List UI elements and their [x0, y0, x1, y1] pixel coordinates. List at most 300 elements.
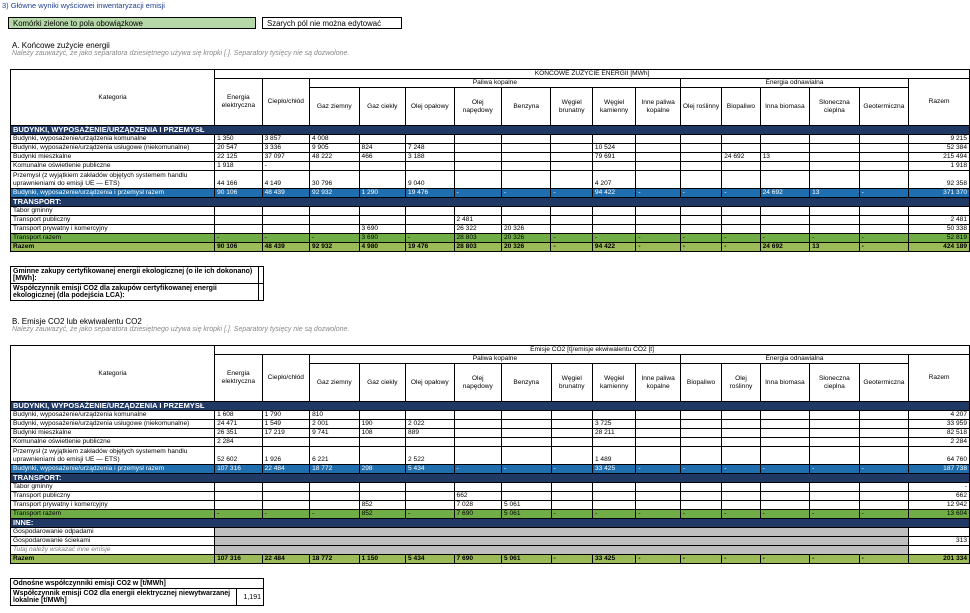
- table-cell[interactable]: [909, 528, 970, 537]
- table-cell[interactable]: [502, 447, 552, 465]
- table-cell[interactable]: [454, 429, 501, 438]
- table-cell[interactable]: [680, 207, 721, 216]
- table-cell[interactable]: [722, 162, 760, 171]
- table-cell[interactable]: 37 097: [262, 153, 309, 162]
- table-cell[interactable]: 889: [406, 429, 455, 438]
- table-cell[interactable]: 4 149: [262, 171, 309, 189]
- table-cell: -: [262, 510, 309, 519]
- table-cell[interactable]: [760, 483, 810, 492]
- table-cell: -: [454, 189, 501, 198]
- table-cell[interactable]: [810, 429, 860, 438]
- total-row: [11, 555, 970, 564]
- row-label: Transport publiczny: [11, 492, 215, 501]
- table-cell[interactable]: [215, 492, 262, 501]
- table-cell[interactable]: [406, 492, 455, 501]
- table-cell[interactable]: [636, 447, 680, 465]
- inne-row: [11, 528, 970, 537]
- table-cell[interactable]: [636, 135, 680, 144]
- table-cell[interactable]: [501, 162, 551, 171]
- table-cell[interactable]: [454, 207, 501, 216]
- row-label: Razem: [11, 243, 215, 252]
- table-cell: -: [859, 555, 909, 564]
- table-cell[interactable]: [502, 483, 552, 492]
- table-cell: -: [722, 510, 760, 519]
- table-cell[interactable]: 3 725: [592, 420, 635, 429]
- table-cell[interactable]: [810, 483, 860, 492]
- table-cell[interactable]: [722, 501, 760, 510]
- table-cell[interactable]: [859, 144, 909, 153]
- table-cell[interactable]: [636, 483, 680, 492]
- factors-table: [10, 578, 264, 606]
- col-header-kategoria: Kategoria: [11, 346, 215, 402]
- table-cell[interactable]: [680, 501, 721, 510]
- table-cell[interactable]: [551, 225, 592, 234]
- table-cell[interactable]: [310, 483, 360, 492]
- table-cell[interactable]: 2 522: [406, 447, 455, 465]
- table-cell[interactable]: [760, 501, 810, 510]
- table-cell[interactable]: [859, 216, 909, 225]
- table-cell[interactable]: 6 221: [310, 447, 360, 465]
- table-cell[interactable]: [501, 216, 551, 225]
- table-cell[interactable]: 24 692: [722, 153, 760, 162]
- table-cell[interactable]: 9 040: [406, 171, 454, 189]
- table-cell[interactable]: 44 166: [215, 171, 262, 189]
- table-cell[interactable]: 2 001: [310, 420, 360, 429]
- table-cell[interactable]: [454, 483, 501, 492]
- table-cell[interactable]: [215, 216, 262, 225]
- table-cell[interactable]: [722, 207, 760, 216]
- table-cell[interactable]: [551, 483, 592, 492]
- table-cell[interactable]: [680, 492, 721, 501]
- table-cell[interactable]: [406, 225, 454, 234]
- table-cell[interactable]: [859, 135, 909, 144]
- col-header: Olej opałowy: [406, 88, 454, 126]
- table-cell[interactable]: [359, 438, 405, 447]
- main-header: KOŃCOWE ZUŻYCIE ENERGII [MWh]: [215, 70, 970, 79]
- table-cell[interactable]: [551, 135, 592, 144]
- table-cell[interactable]: [592, 207, 635, 216]
- table-cell[interactable]: [859, 501, 909, 510]
- table-cell[interactable]: [636, 153, 680, 162]
- table-cell: 3 690: [359, 234, 405, 243]
- table-cell[interactable]: [310, 216, 360, 225]
- table-cell[interactable]: 22 125: [215, 153, 262, 162]
- table-cell[interactable]: [551, 492, 592, 501]
- table-cell[interactable]: [680, 447, 721, 465]
- table-cell[interactable]: [551, 438, 592, 447]
- table-cell[interactable]: 1 918: [215, 162, 262, 171]
- row-label: Tabor gminny: [11, 207, 215, 216]
- table-cell[interactable]: [501, 153, 551, 162]
- table-cell[interactable]: [760, 207, 810, 216]
- table-cell: -: [859, 510, 909, 519]
- inne-row: [11, 537, 970, 546]
- table-cell[interactable]: 824: [359, 144, 405, 153]
- table-cell[interactable]: [810, 144, 860, 153]
- table-cell[interactable]: [310, 438, 360, 447]
- table-cell[interactable]: [262, 207, 309, 216]
- table-cell[interactable]: [310, 501, 360, 510]
- table-cell[interactable]: 4 207: [592, 171, 635, 189]
- table-cell[interactable]: [760, 411, 810, 420]
- table-cell[interactable]: [551, 411, 592, 420]
- table-cell[interactable]: [592, 135, 635, 144]
- table-cell[interactable]: [636, 171, 680, 189]
- table-cell[interactable]: [722, 447, 760, 465]
- table-cell[interactable]: [551, 162, 592, 171]
- table-cell[interactable]: [680, 153, 721, 162]
- table-cell[interactable]: [680, 411, 721, 420]
- col-header: Geotermiczna: [859, 364, 909, 402]
- table-cell[interactable]: [636, 216, 680, 225]
- col-header-kategoria: Kategoria: [11, 70, 215, 126]
- table-cell[interactable]: 3 188: [406, 153, 454, 162]
- table-cell[interactable]: [760, 492, 810, 501]
- table-cell[interactable]: 20 326: [501, 225, 551, 234]
- table-cell[interactable]: 17 219: [262, 429, 309, 438]
- table-cell[interactable]: [501, 207, 551, 216]
- table-cell: -: [551, 243, 592, 252]
- table-cell[interactable]: [592, 225, 635, 234]
- table-cell[interactable]: [501, 135, 551, 144]
- table-cell[interactable]: 662: [454, 492, 501, 501]
- table-cell[interactable]: 1 549: [262, 420, 309, 429]
- table-cell[interactable]: [262, 492, 309, 501]
- table-cell[interactable]: [359, 483, 405, 492]
- table-cell[interactable]: [215, 207, 262, 216]
- table-cell[interactable]: [406, 501, 455, 510]
- table-cell[interactable]: [551, 216, 592, 225]
- group-renew: Energia odnawialna: [680, 79, 908, 88]
- table-cell: -: [680, 243, 721, 252]
- table-cell[interactable]: [859, 207, 909, 216]
- col-header: Geotermiczna: [859, 88, 909, 126]
- table-cell[interactable]: [551, 501, 592, 510]
- table-cell[interactable]: [454, 162, 501, 171]
- table-cell: -: [551, 465, 592, 474]
- section-transport: TRANSPORT:: [11, 198, 970, 207]
- table-cell[interactable]: 13: [760, 153, 810, 162]
- table-cell[interactable]: [454, 411, 501, 420]
- table-cell[interactable]: [262, 216, 309, 225]
- table-cell[interactable]: [502, 438, 552, 447]
- table-cell[interactable]: [592, 438, 635, 447]
- row-label: Gospodarowanie odpadami: [11, 528, 215, 537]
- table-cell[interactable]: [551, 144, 592, 153]
- table-cell[interactable]: [859, 447, 909, 465]
- table-cell[interactable]: [636, 501, 680, 510]
- table-cell[interactable]: [722, 438, 760, 447]
- table-cell[interactable]: [680, 171, 721, 189]
- table-cell[interactable]: [359, 207, 405, 216]
- table-cell[interactable]: [501, 171, 551, 189]
- row-label: Transport publiczny: [11, 216, 215, 225]
- table-cell[interactable]: 313: [909, 537, 970, 546]
- table-cell[interactable]: 2 022: [406, 420, 455, 429]
- table-cell[interactable]: [810, 411, 860, 420]
- table-cell[interactable]: [262, 225, 309, 234]
- table-cell[interactable]: [680, 135, 721, 144]
- table-cell[interactable]: 9 741: [310, 429, 360, 438]
- table-cell[interactable]: [551, 420, 592, 429]
- table-cell[interactable]: [359, 492, 405, 501]
- table-cell[interactable]: [760, 135, 810, 144]
- table-cell[interactable]: 52 602: [215, 447, 262, 465]
- table-cell[interactable]: [909, 546, 970, 555]
- col-header: Gaz ziemny: [310, 364, 360, 402]
- table-cell[interactable]: 3 336: [262, 144, 309, 153]
- table-cell[interactable]: [551, 153, 592, 162]
- table-cell[interactable]: [722, 420, 760, 429]
- table-cell[interactable]: [722, 135, 760, 144]
- table-cell[interactable]: [454, 153, 501, 162]
- table-cell[interactable]: [859, 429, 909, 438]
- table-cell[interactable]: [454, 144, 501, 153]
- table-cell[interactable]: [215, 483, 262, 492]
- table-cell[interactable]: 3 690: [359, 225, 405, 234]
- table-cell: 52 384: [909, 144, 970, 153]
- table-cell[interactable]: 1 790: [262, 411, 309, 420]
- table-cell[interactable]: [859, 153, 909, 162]
- table-cell[interactable]: 7 028: [454, 501, 501, 510]
- col-header: Inne paliwa kopalne: [636, 88, 680, 126]
- table-cell[interactable]: 26 351: [215, 429, 262, 438]
- table-cell: -: [215, 234, 262, 243]
- table-cell[interactable]: [810, 171, 860, 189]
- table-cell[interactable]: 30 796: [310, 171, 360, 189]
- table-cell[interactable]: 5 061: [502, 501, 552, 510]
- table-cell[interactable]: [551, 447, 592, 465]
- table-cell[interactable]: 810: [310, 411, 360, 420]
- table-cell[interactable]: 3 857: [262, 135, 309, 144]
- table-cell[interactable]: [810, 438, 860, 447]
- table-cell[interactable]: [722, 225, 760, 234]
- table-cell[interactable]: [722, 429, 760, 438]
- table-cell[interactable]: [359, 447, 405, 465]
- table-cell: -: [760, 234, 810, 243]
- table-cell[interactable]: 48 222: [310, 153, 360, 162]
- table-cell[interactable]: [551, 171, 592, 189]
- table-cell[interactable]: [502, 420, 552, 429]
- table-cell[interactable]: [310, 225, 360, 234]
- table-cell[interactable]: [859, 411, 909, 420]
- table-cell[interactable]: [859, 438, 909, 447]
- table-cell[interactable]: [636, 144, 680, 153]
- table-cell[interactable]: [680, 144, 721, 153]
- table-cell[interactable]: 10 524: [592, 144, 635, 153]
- table-cell[interactable]: [592, 501, 635, 510]
- inne-row: [11, 546, 970, 555]
- table-cell[interactable]: [592, 483, 635, 492]
- table-cell[interactable]: [859, 225, 909, 234]
- table-cell[interactable]: [592, 162, 635, 171]
- table-cell[interactable]: [680, 216, 721, 225]
- table-cell[interactable]: [810, 492, 860, 501]
- table-cell[interactable]: 2 481: [454, 216, 501, 225]
- table-cell[interactable]: [262, 438, 309, 447]
- table-cell[interactable]: [760, 429, 810, 438]
- col-header: Razem: [909, 79, 970, 126]
- table-cell[interactable]: 24 471: [215, 420, 262, 429]
- table-cell[interactable]: 2 284: [215, 438, 262, 447]
- table-cell[interactable]: [359, 162, 405, 171]
- table-cell[interactable]: 7 248: [406, 144, 454, 153]
- table-cell[interactable]: [502, 492, 552, 501]
- table-cell[interactable]: [359, 135, 405, 144]
- table-cell[interactable]: [592, 216, 635, 225]
- table-cell[interactable]: [810, 216, 860, 225]
- table-cell[interactable]: [215, 501, 262, 510]
- table-cell[interactable]: [310, 492, 360, 501]
- table-cell[interactable]: [454, 438, 501, 447]
- table-cell[interactable]: [722, 171, 760, 189]
- table-cell[interactable]: [722, 144, 760, 153]
- table-cell[interactable]: 9 905: [310, 144, 360, 153]
- table-cell[interactable]: [810, 501, 860, 510]
- table-cell: 18 772: [310, 555, 360, 564]
- table-cell[interactable]: [722, 492, 760, 501]
- table-row: [11, 429, 970, 438]
- table-cell[interactable]: 1 926: [262, 447, 309, 465]
- table-cell[interactable]: [810, 447, 860, 465]
- table-cell[interactable]: [760, 225, 810, 234]
- table-cell[interactable]: [760, 144, 810, 153]
- table-cell[interactable]: [859, 483, 909, 492]
- col-header: Węgiel brunatny: [551, 88, 592, 126]
- table-cell[interactable]: [859, 492, 909, 501]
- table-cell[interactable]: 26 322: [454, 225, 501, 234]
- table-cell[interactable]: [636, 429, 680, 438]
- col-header: Gaz ciekły: [359, 88, 405, 126]
- table-cell[interactable]: [406, 207, 454, 216]
- table-cell[interactable]: 190: [359, 420, 405, 429]
- table-cell[interactable]: [859, 162, 909, 171]
- table-cell[interactable]: [810, 420, 860, 429]
- table-cell[interactable]: [810, 207, 860, 216]
- table-cell[interactable]: [680, 438, 721, 447]
- table-cell[interactable]: [636, 411, 680, 420]
- table-cell: -: [760, 555, 810, 564]
- table-cell[interactable]: [359, 171, 405, 189]
- table-cell[interactable]: [810, 162, 860, 171]
- table-cell[interactable]: [502, 411, 552, 420]
- table-cell: 215 494: [909, 153, 970, 162]
- table-cell[interactable]: [810, 153, 860, 162]
- table-cell[interactable]: [310, 207, 360, 216]
- table-cell[interactable]: [310, 162, 360, 171]
- table-cell[interactable]: [636, 225, 680, 234]
- table-cell[interactable]: 20 547: [215, 144, 262, 153]
- table-cell[interactable]: [406, 216, 454, 225]
- table-cell[interactable]: [359, 411, 405, 420]
- table-cell[interactable]: [454, 447, 501, 465]
- table-cell[interactable]: [760, 420, 810, 429]
- table-cell[interactable]: [859, 171, 909, 189]
- table-cell[interactable]: [680, 483, 721, 492]
- section-buildings: BUDYNKI, WYPOSAŻENIE/URZĄDZENIA I PRZEMYSŁ: [11, 126, 970, 135]
- table-cell[interactable]: [760, 216, 810, 225]
- table-cell[interactable]: [636, 162, 680, 171]
- table-cell[interactable]: 108: [359, 429, 405, 438]
- table-cell[interactable]: -: [262, 162, 309, 171]
- sum-buildings-row: [11, 189, 970, 198]
- table-cell[interactable]: [680, 429, 721, 438]
- factor-value: 1,191: [237, 589, 264, 606]
- col-header: Węgiel brunatny: [551, 364, 592, 402]
- table-cell[interactable]: [636, 420, 680, 429]
- table-cell[interactable]: 4 008: [310, 135, 360, 144]
- table-cell[interactable]: [592, 411, 635, 420]
- table-cell[interactable]: [680, 162, 721, 171]
- table-row: [11, 135, 970, 144]
- table-cell: -: [760, 510, 810, 519]
- table-cell: -: [592, 234, 635, 243]
- table-cell[interactable]: [262, 483, 309, 492]
- table-cell[interactable]: 852: [359, 501, 405, 510]
- table-cell[interactable]: [760, 162, 810, 171]
- table-cell[interactable]: [810, 225, 860, 234]
- table-cell[interactable]: [680, 420, 721, 429]
- row-label: Razem: [11, 555, 215, 564]
- table-cell[interactable]: 466: [359, 153, 405, 162]
- table-cell[interactable]: [215, 225, 262, 234]
- partB-title: B. Emisje CO2 lub ekwiwalentu CO2: [12, 317, 142, 326]
- col-header: Inna biomasa: [760, 88, 810, 126]
- table-cell[interactable]: 28 211: [592, 429, 635, 438]
- table-cell[interactable]: [722, 483, 760, 492]
- table-cell[interactable]: [406, 438, 455, 447]
- table-cell[interactable]: 1 350: [215, 135, 262, 144]
- table-cell: -: [551, 234, 592, 243]
- table-cell: 92 358: [909, 171, 970, 189]
- table-cell[interactable]: [680, 225, 721, 234]
- table-cell[interactable]: [551, 207, 592, 216]
- table-cell[interactable]: [810, 135, 860, 144]
- table-cell[interactable]: 1 489: [592, 447, 635, 465]
- table-cell[interactable]: [359, 216, 405, 225]
- table-cell[interactable]: [406, 411, 455, 420]
- table-cell: -: [551, 555, 592, 564]
- table-cell[interactable]: [636, 492, 680, 501]
- table-cell[interactable]: [760, 171, 810, 189]
- table-cell[interactable]: [502, 429, 552, 438]
- table-cell[interactable]: [406, 162, 454, 171]
- col-header: Inne paliwa kopalne: [636, 364, 680, 402]
- table-row: [11, 501, 970, 510]
- table-cell[interactable]: [722, 411, 760, 420]
- table-cell[interactable]: [262, 501, 309, 510]
- table-cell[interactable]: [636, 207, 680, 216]
- table-cell[interactable]: [406, 483, 455, 492]
- table-cell[interactable]: [454, 135, 501, 144]
- table-cell[interactable]: 1 608: [215, 411, 262, 420]
- table-cell[interactable]: 79 691: [592, 153, 635, 162]
- table-cell[interactable]: [760, 447, 810, 465]
- group-fossil: Paliwa kopalne: [310, 355, 681, 364]
- section-buildings: BUDYNKI, WYPOSAŻENIE/URZĄDZENIA I PRZEMYSŁ: [11, 402, 970, 411]
- table-cell[interactable]: [454, 420, 501, 429]
- table-cell[interactable]: [760, 438, 810, 447]
- table-cell[interactable]: [501, 144, 551, 153]
- table-cell[interactable]: [636, 438, 680, 447]
- table-cell[interactable]: [722, 216, 760, 225]
- table-cell[interactable]: [406, 135, 454, 144]
- table-cell[interactable]: [454, 171, 501, 189]
- table-cell[interactable]: [551, 429, 592, 438]
- table-cell[interactable]: [859, 420, 909, 429]
- table-cell[interactable]: [592, 492, 635, 501]
- row-label: Budynki, wyposażenie/urządzenia i przemysł razem: [11, 465, 215, 474]
